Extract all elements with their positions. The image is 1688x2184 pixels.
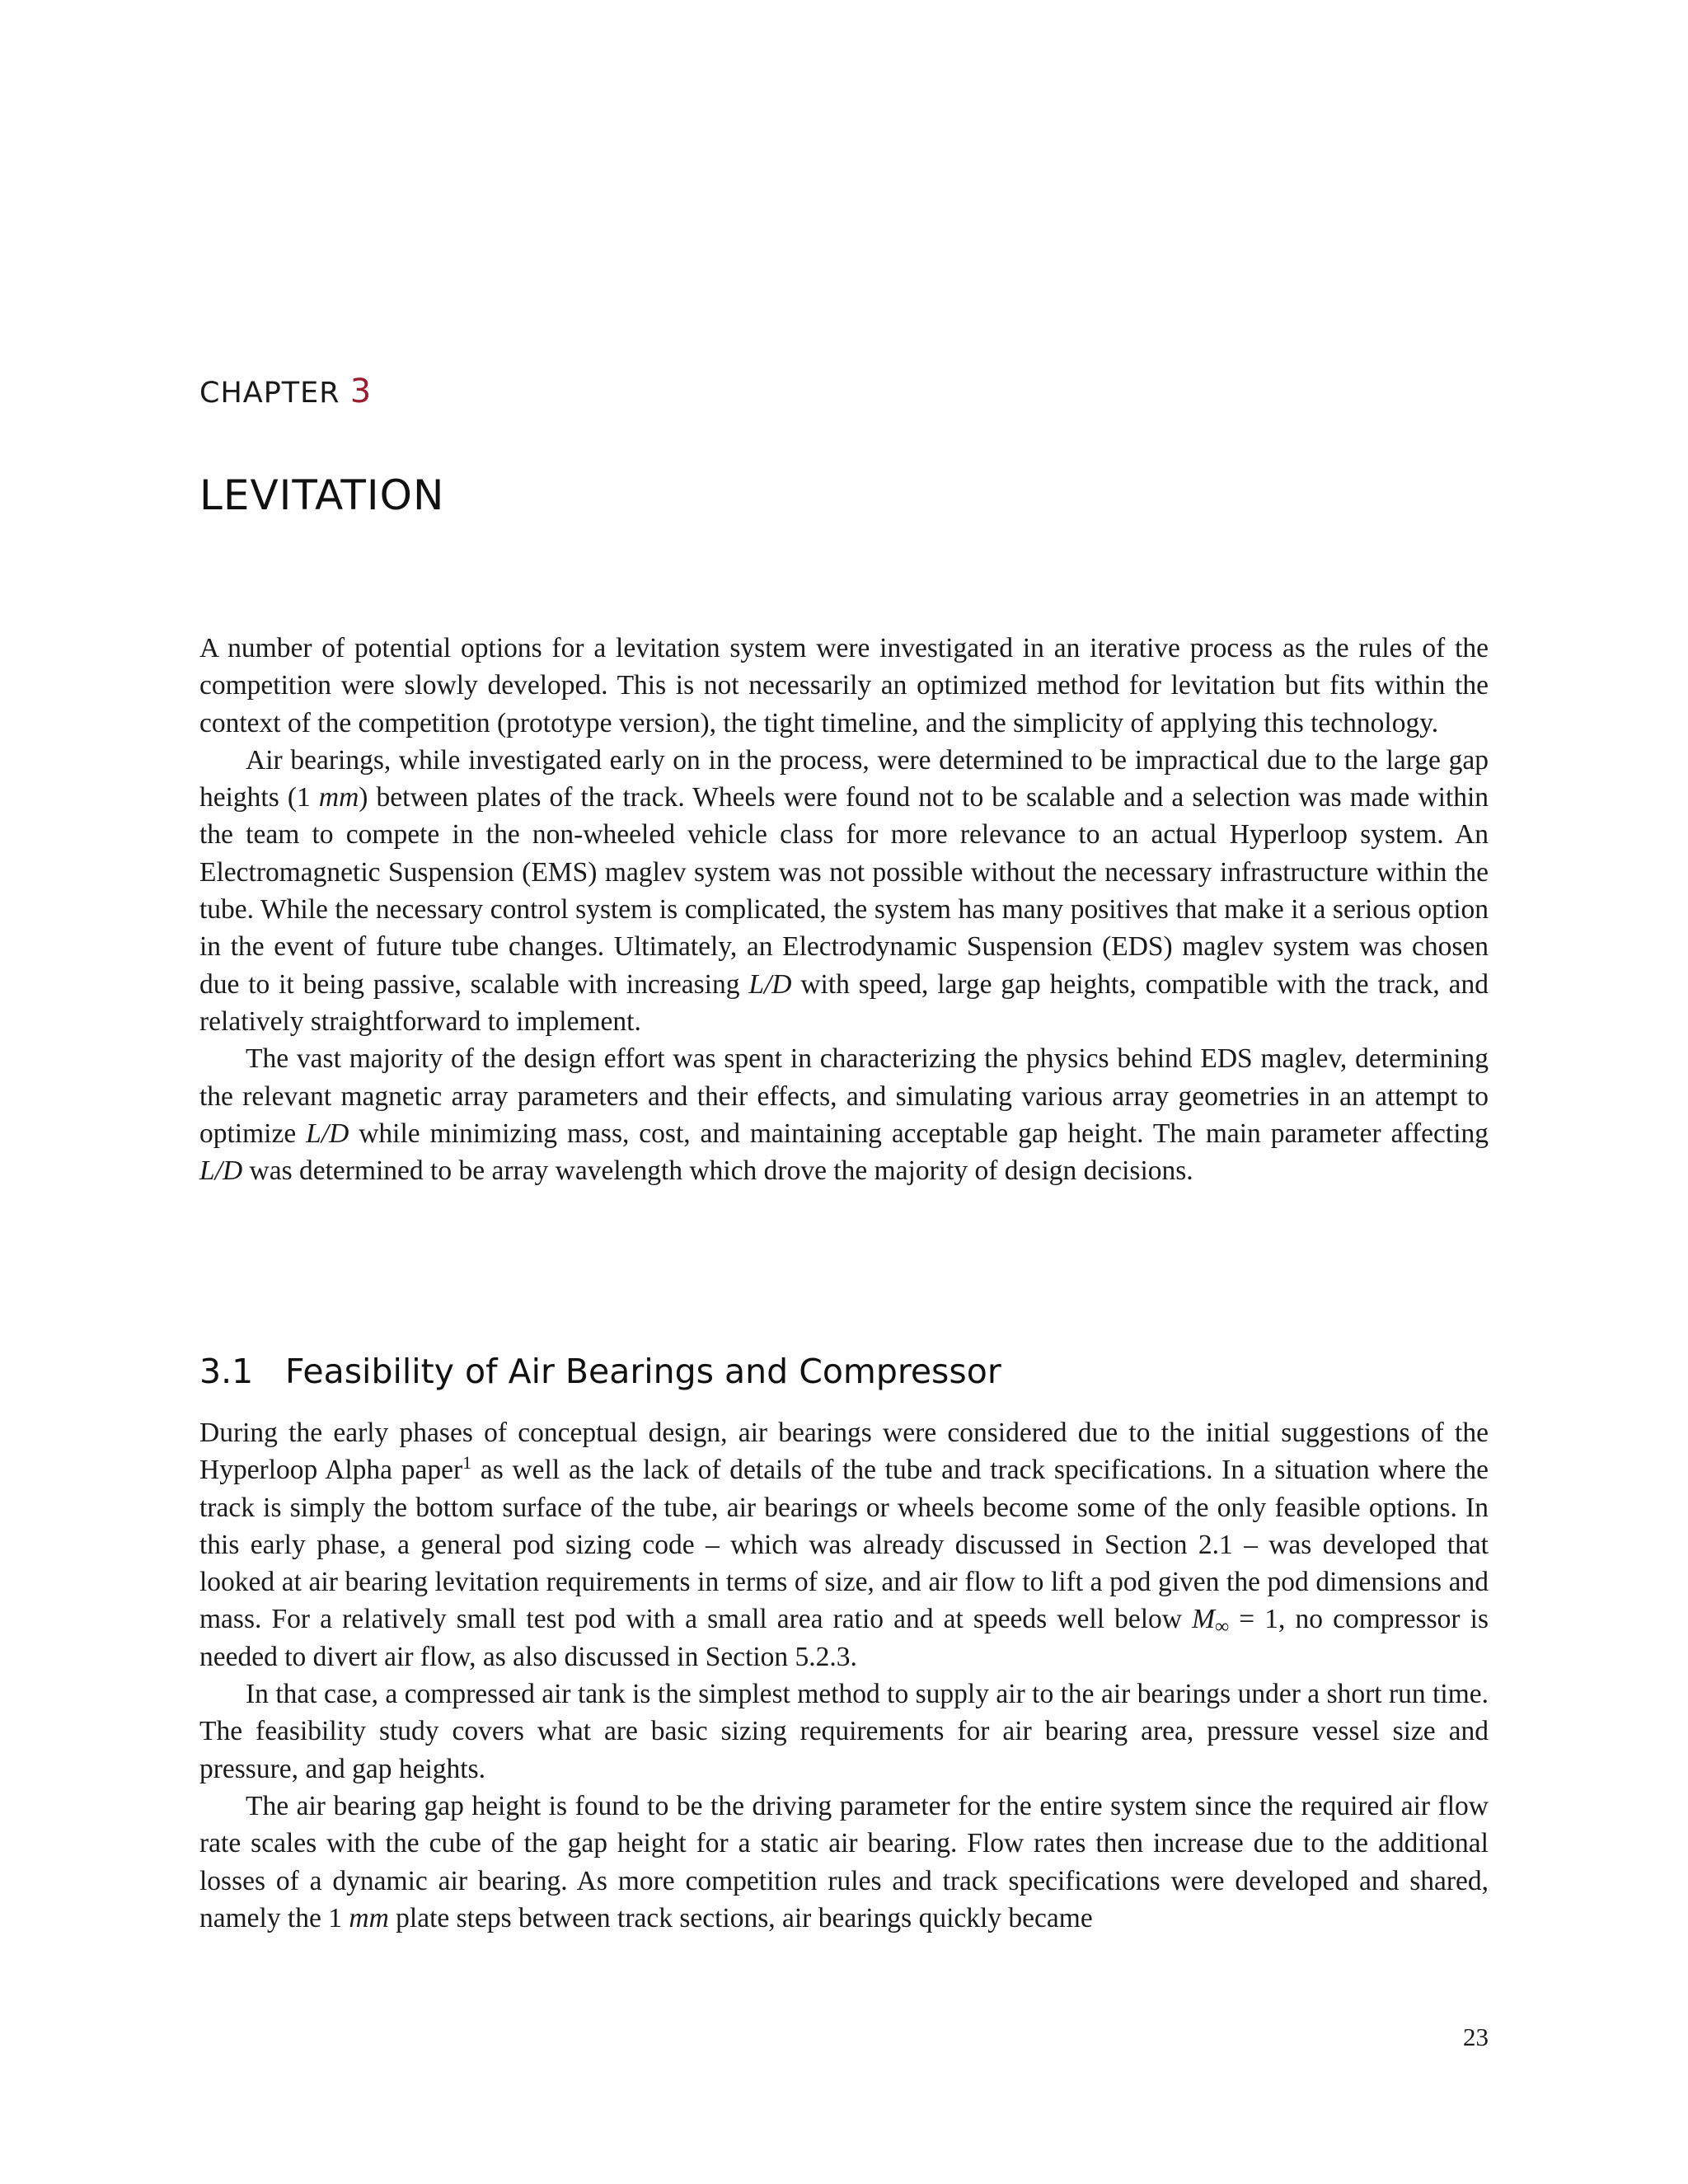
math-unit: mm: [318, 782, 359, 813]
chapter-title: LEVITATION: [199, 471, 445, 519]
intro-paragraph-1: A number of potential options for a levitation system were investigated in an iterative process as the rules of the competition were slowly developed. This is not necessarily an optimized method for levitation but fits within the context of the competition (prototype version), the tight timeline, and the simplicity of applying this technology.: [199, 633, 1489, 738]
section-paragraph-2: In that case, a compressed air tank is the simplest method to supply air to the air bearings under a short run time. The feasibility study covers what are basic sizing requirements for air bearing area, pressure vessel size and pressure, and gap heights.: [199, 1679, 1489, 1784]
math-mach: [1192, 1604, 1278, 1638]
text-run: Air bearings, while investigated early on in the process, were determined to be impractical due to the large gap heights (1: [199, 744, 1489, 813]
math-ld: L/D: [199, 1155, 243, 1187]
section-heading-3-1: [199, 1352, 1001, 1391]
text-run: The air bearing gap height is found to be the driving parameter for the entire system since the required air flow rate scales with the cube of the gap height for a static air bearing. Flow rates then increase due to the additional losses of a dynamic air bearing. As more competition rules and track specifications were developed and shared, namely the 1: [199, 1790, 1489, 1933]
text-run: was determined to be array wavelength which drove the majority of design decisions.: [242, 1155, 1193, 1187]
intro-paragraph-3: [199, 1040, 1489, 1189]
section-number: 3.1: [199, 1352, 254, 1391]
page-number: 23: [1463, 2022, 1489, 2051]
chapter-word: CHAPTER: [199, 377, 340, 410]
section-paragraph-1: [199, 1414, 1489, 1675]
section-title: Feasibility of Air Bearings and Compressor: [285, 1352, 1001, 1391]
text-run: with speed, large gap heights, compatible with the track, and relatively straightforward to implement.: [199, 968, 1489, 1037]
math-unit: mm: [349, 1902, 389, 1933]
text-run: During the early phases of conceptual design, air bearings were considered due to the initial suggestions of the Hyperloop Alpha paper: [199, 1418, 1489, 1486]
text-run: , no compressor is needed to divert air flow, as also discussed in Section 5.2.3.: [199, 1604, 1489, 1672]
section-3-1-text: [199, 1414, 1489, 1937]
text-run: plate steps between track sections, air bearings quickly became: [388, 1902, 1093, 1933]
text-run: while minimizing mass, cost, and maintaining acceptable gap height. The main parameter affecting: [349, 1118, 1489, 1149]
math-ld: L/D: [748, 968, 792, 1000]
math-ld: L/D: [306, 1118, 349, 1149]
text-run: as well as the lack of details of the tube and track specifications. In a situation where the track is simply the bottom surface of the tube, air bearings or wheels become some of the only feasible options. In this early phase, a general pod sizing code – which was already discussed in Section 2.1 – was developed that looked at air bearing levitation requirements in terms of size, and air flow to lift a pod given the pod dimensions and mass. For a relatively small test pod with a small area ratio and at speeds well below: [199, 1455, 1489, 1635]
intro-paragraph-2: [199, 742, 1489, 1040]
intro-text: [199, 630, 1489, 1189]
chapter-number: 3: [349, 373, 373, 410]
math-subscript: ∞: [1215, 1616, 1230, 1638]
text-run: ) between plates of the track. Wheels were found not to be scalable and a selection was made within the team to compete in the non-wheeled vehicle class for more relevance to an actual Hyperloop system. An Electromagnetic Suspension (EMS) maglev system was not possible without the necessary infrastructure within the tube. While the necessary control system is complicated, the system has many positives that make it a serious option in the event of future tube changes. Ultimately, an Electrodynamic Suspension (EDS) maglev system was chosen due to it being passive, scalable with increasing: [199, 782, 1489, 1000]
text-run: The vast majority of the design effort was spent in characterizing the physics behind EDS maglev, determining the relevant magnetic array parameters and their effects, and simulating various array geometries in an attempt to optimize: [199, 1043, 1489, 1149]
math-equals: = 1: [1229, 1604, 1278, 1635]
footnote-marker[interactable]: 1: [462, 1452, 472, 1474]
math-symbol: M: [1192, 1604, 1216, 1635]
chapter-label: [199, 373, 372, 410]
section-paragraph-3: [199, 1788, 1489, 1937]
